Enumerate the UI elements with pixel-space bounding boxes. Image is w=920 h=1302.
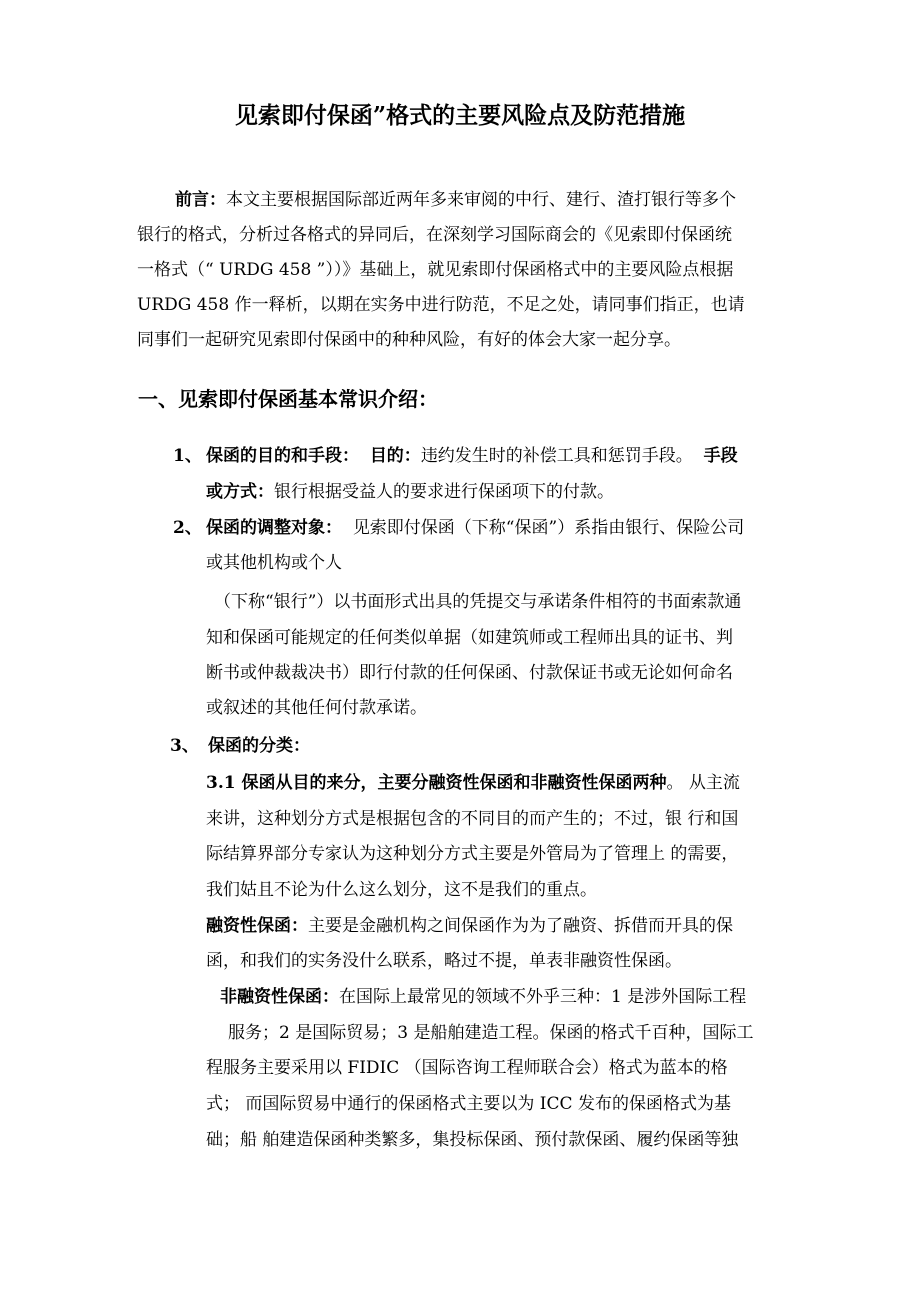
nonfin-line-1	[220, 983, 746, 1011]
preface-line-5: 同事们一起研究见索即付保函中的种种风险，有好的体会大家一起分享。	[137, 330, 681, 350]
preface-line-4: URDG 458 作一释析，以期在实务中进行防范，不足之处，请同事们指正，也请	[137, 295, 745, 315]
item-3-1-text: 。 从主流	[666, 773, 740, 793]
item-3-1-line-3: 际结算界部分专家认为这种划分方式主要是外管局为了管理上 的需要，	[206, 844, 739, 864]
item-1-line-1	[206, 442, 738, 470]
item-2-line-2: 或其他机构或个人	[206, 553, 342, 573]
item-1-line-2	[206, 478, 614, 506]
item-3-1-line-4: 我们姑且不论为什么这么划分，这不是我们的重点。	[206, 880, 597, 900]
purpose-text: 违约发生时的补偿工具和惩罚手段。	[420, 446, 693, 466]
nonfin-label: 非融资性保函：	[220, 987, 339, 1007]
preface-line-3: 一格式（“ URDG 458 ”））》基础上，就见索即付保函格式中的主要风险点根据	[137, 260, 734, 280]
financing-line-2: 函，和我们的实务没什么联系，略过不提，单表非融资性保函。	[206, 951, 682, 971]
item-2-line-6: 或叙述的其他任何付款承诺。	[206, 698, 427, 718]
preface-line-1	[175, 186, 736, 214]
item-2-line-1	[206, 514, 744, 542]
item-3-label: 保函的分类：	[208, 736, 310, 756]
nonfin-line-2: 服务；2 是国际贸易；3 是船舶建造工程。保函的格式千百种，国际工	[228, 1023, 754, 1043]
nonfin-line-3: 程服务主要采用以 FIDIC （国际咨询工程师联合会）格式为蓝本的格	[206, 1058, 728, 1078]
means-label-a: 手段	[703, 446, 738, 466]
item-2-line-3: （下称“银行”）以书面形式出具的凭提交与承诺条件相符的书面索款通	[214, 592, 742, 612]
item-1-label: 保函的目的和手段：	[206, 446, 359, 466]
nonfin-line-4: 式； 而国际贸易中通行的保函格式主要以为 ICC 发布的保函格式为基	[206, 1094, 731, 1114]
item-3-1-line-2: 来讲，这种划分方式是根据包含的不同目的而产生的；不过，银 行和国	[206, 809, 739, 829]
item-2-line-5: 断书或仲裁裁决书）即行付款的任何保函、付款保证书或无论如何命名	[206, 663, 733, 683]
nonfin-line-5: 础；船 舶建造保函种类繁多，集投标保函、预付款保函、履约保函等独	[206, 1130, 739, 1150]
means-label-b: 或方式：	[206, 482, 274, 502]
item-2-label: 保函的调整对象：	[206, 518, 342, 538]
item-1-number: 1、	[173, 446, 202, 466]
document-title: 见索即付保函”格式的主要风险点及防范措施	[234, 102, 686, 129]
item-2-line-4: 知和保函可能规定的任何类似单据（如建筑师或工程师出具的证书、判	[206, 628, 733, 648]
means-text: 银行根据受益人的要求进行保函项下的付款。	[274, 482, 614, 502]
preface-text-1: 本文主要根据国际部近两年多来审阅的中行、建行、渣打银行等多个	[226, 190, 736, 210]
section-1-heading: 一、见索即付保函基本常识介绍：	[138, 387, 438, 411]
preface-line-2: 银行的格式，分析过各格式的异同后，在深刻学习国际商会的《见索即付保函统	[137, 225, 732, 245]
nonfin-text: 在国际上最常见的领域不外乎三种：1 是涉外国际工程	[339, 987, 747, 1007]
purpose-label: 目的：	[369, 446, 421, 466]
financing-text: 主要是金融机构之间保函作为为了融资、拆借而开具的保	[308, 916, 733, 936]
item-3-number: 3、	[170, 736, 199, 756]
financing-line-1	[206, 912, 733, 940]
preface-label: 前言：	[175, 190, 226, 210]
item-3-1-heading: 3.1 保函从目的来分，主要分融资性保函和非融资性保函两种	[206, 773, 667, 793]
item-2-text-1: 见索即付保函（下称“保函”）系指由银行、保险公司	[352, 518, 745, 538]
financing-label: 融资性保函：	[206, 916, 308, 936]
item-3-1-line-1	[206, 769, 740, 797]
item-2-number: 2、	[173, 518, 202, 538]
